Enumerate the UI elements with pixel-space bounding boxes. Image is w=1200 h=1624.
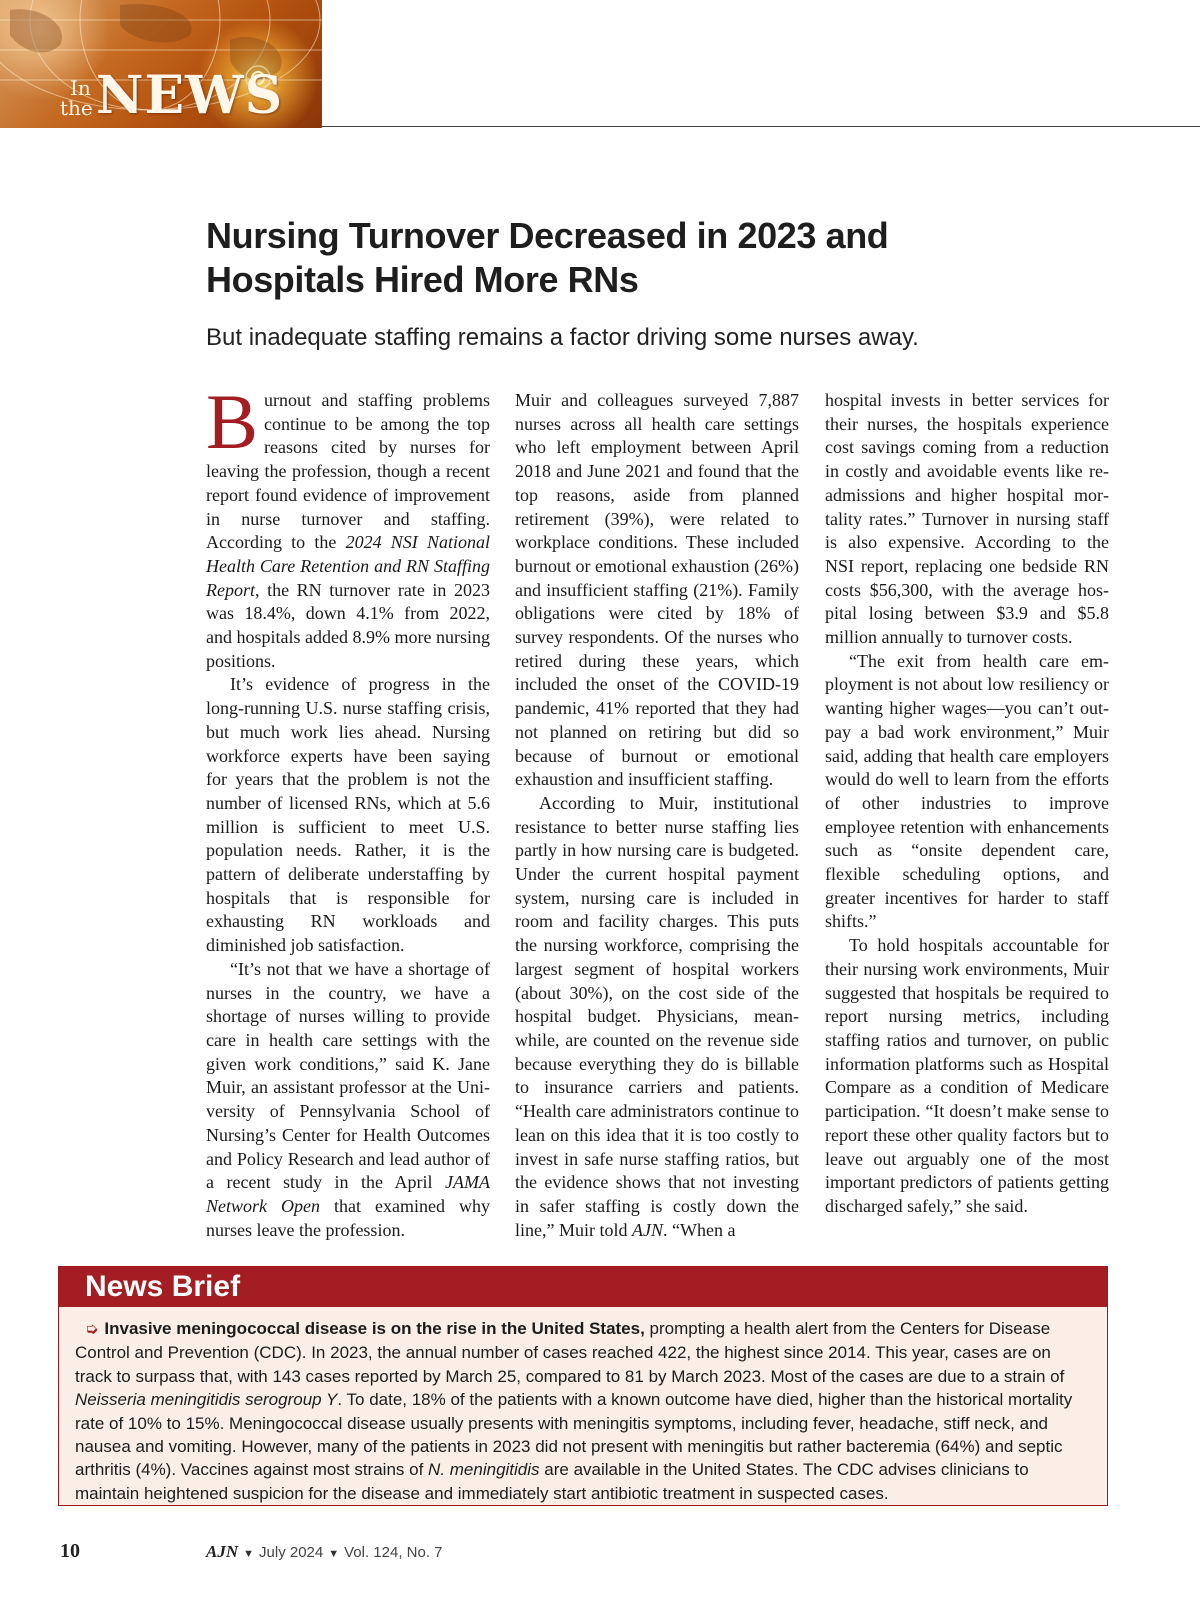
text-run: . “When a <box>662 1219 736 1240</box>
text-run: “It’s not that we have a shortage of nurses in the country, we have a shortage of nurses willing to provide care in health care settings with the given work conditions,” said K. Jane Muir, an assistant professor at the University of Pennsylvania School of Nursing’s Center for Health Outcomes and Policy Research and lead author of a recent study in the April <box>206 958 490 1193</box>
news-brief-header <box>59 1267 1107 1307</box>
page-number: 10 <box>60 1540 80 1562</box>
species-name: Neisseria meningitidis serogroup Y <box>75 1390 338 1410</box>
text-run: . To date, 18% of the patients with a known outcome have died, higher than the historical mortality rate of 10% to 15%. Meningococcal disease usually presents with meningitis symptoms, including fever, headache, stiff neck, and nausea and vomiting. However, many of the patients in 2023 did not present with meningitis but rather bacteremia (64%) and septic arthritis (4%). Vaccines against most strains of <box>75 1390 1073 1480</box>
text-run: , the RN turnover rate in 2023 was 18.4%, down 4.1% from 2022, and hospitals added 8.9% more nursing positions. <box>206 579 490 671</box>
header-rule <box>322 126 1200 127</box>
article-subtitle: But inadequate staffing remains a factor driving some nurses away. <box>206 324 919 351</box>
paragraph <box>206 378 490 673</box>
issue-date: July 2024 <box>259 1544 324 1561</box>
triangle-separator-icon: ▼ <box>243 1548 255 1560</box>
text-run: are available in the United States. The CDC advises clinicians to maintain heightened suspicion for the disease and immediately start antibiotic treatment in suspected cases. <box>75 1460 1029 1503</box>
report-title: 2024 NSI National Health Care Retention and RN Staffing Report <box>206 532 490 600</box>
journal-title: AJN <box>631 1219 663 1240</box>
banner-the-word: the <box>60 96 93 120</box>
paragraph: “The exit from health care employment is not about low resiliency or wanting higher wages—you can’t out-pay a bad work environment,” Muir said, adding that health care employers would do well to learn from the efforts of other industries to improve employee retention with enhancements such as “onsite dependent care, flexible scheduling options, and greater incentives for harder to staff shifts.” <box>825 650 1109 932</box>
footer-citation <box>206 1542 443 1562</box>
news-brief-title: News Brief <box>85 1270 241 1303</box>
article-title: Nursing Turnover Decreased in 2023 and Hospitals Hired More RNs <box>206 215 889 300</box>
text-run: urnout and staffing problems continue to be among the top reasons cited by nurses for leaving the profession, though a recent report found evidence of improvement in nurse turnover and staffing. According to the <box>206 390 490 553</box>
banner-in-word: In <box>70 76 91 100</box>
paragraph <box>206 958 490 1242</box>
journal-name: AJN <box>206 1542 239 1561</box>
banner-news-word: NEWS <box>96 65 284 126</box>
paragraph: Muir and colleagues surveyed 7,887 nurses across all health care settings who left employment between April 2018 and June 2021 and found that the top reasons, aside from planned retirement (39%), were related to workplace conditions. These included burnout or emotional exhaustion (26%) and insufficient staffing (21%). Family obligations were cited by 18% of survey respondents. Of the nurses who retired during these years, which included the onset of the COVID-19 pandemic, 41% reported that they had not planned on retiring but did so because of burnout or emotional exhaustion and insufficient staffing. <box>515 390 799 790</box>
article-column-3 <box>825 389 1109 1219</box>
paragraph: hospital invests in better services for their nurses, the hospitals experience cost savings coming from a reduction in costly and avoidable events like readmissions and higher hospital mortality rates.” Turnover in nursing staff is also expensive. According to the NSI report, replacing one bedside RN costs $56,300, with the average hospital losing between $3.9 and $5.8 million annually to turnover costs. <box>825 390 1109 648</box>
in-the-news-banner <box>0 0 322 128</box>
text-run: prompting a health alert from the Centers for Disease Control and Prevention (CDC). In 2023, the annual number of cases reached 422, the highest since 2014. This year, cases are on track to surpass that, with 143 cases reported by March 25, compared to 81 by March 2023. Most of the cases are due to a strain of <box>75 1319 1065 1386</box>
arrow-bullet-icon: ➭ <box>85 1321 99 1338</box>
paragraph: To hold hospitals accountable for their nursing work environments, Muir suggested that hospitals be required to report nursing metrics, including staffing ratios and turnover, on public information platforms such as Hospital Compare as a condition of Medicare participation. “It doesn’t make sense to report these other quality factors but to leave out arguably one of the most important predictors of patients getting discharged safely,” she said. <box>825 935 1109 1216</box>
article-column-2 <box>515 389 799 1242</box>
article-column-1 <box>206 378 490 1242</box>
paragraph <box>515 792 799 1242</box>
volume-number: Vol. 124, No. 7 <box>344 1544 443 1561</box>
news-brief-lead: Invasive meningococcal disease is on the rise in the United States, <box>104 1319 645 1338</box>
triangle-separator-icon: ▼ <box>328 1548 340 1560</box>
drop-cap: B <box>206 378 259 465</box>
news-brief-box <box>58 1266 1108 1506</box>
species-name: N. meningitidis <box>428 1460 540 1480</box>
text-run: that examined why nurses leave the profession. <box>206 1195 490 1240</box>
journal-title: JAMA Network Open <box>206 1172 490 1216</box>
paragraph: It’s evidence of progress in the long-running U.S. nurse staffing crisis, but much work lies ahead. Nursing workforce experts have been saying for years that the problem is not the number of licensed RNs, which at 5.6 million is sufficient to meet U.S. population needs. Rather, it is the pattern of deliberate understaffing by hospitals that is responsible for exhausting RN workloads and diminished job satisfaction. <box>206 674 490 956</box>
text-run: According to Muir, institutional resistance to better nurse staffing lies partly in how nursing care is budgeted. Under the current hospital payment system, nursing care is included in room and facility charges. This puts the nursing workforce, comprising the largest segment of hospital workers (about 30%), on the cost side of the hospital budget. Physicians, meanwhile, are counted on the revenue side because everything they do is billable to insurance carriers and patients. “Health care administrators continue to lean on this idea that it is too costly to invest in safe nurse staffing ratios, but the evidence shows that not investing in safer staffing is costly down the line,” Muir told <box>515 792 799 1240</box>
news-brief-text <box>75 1317 1091 1505</box>
